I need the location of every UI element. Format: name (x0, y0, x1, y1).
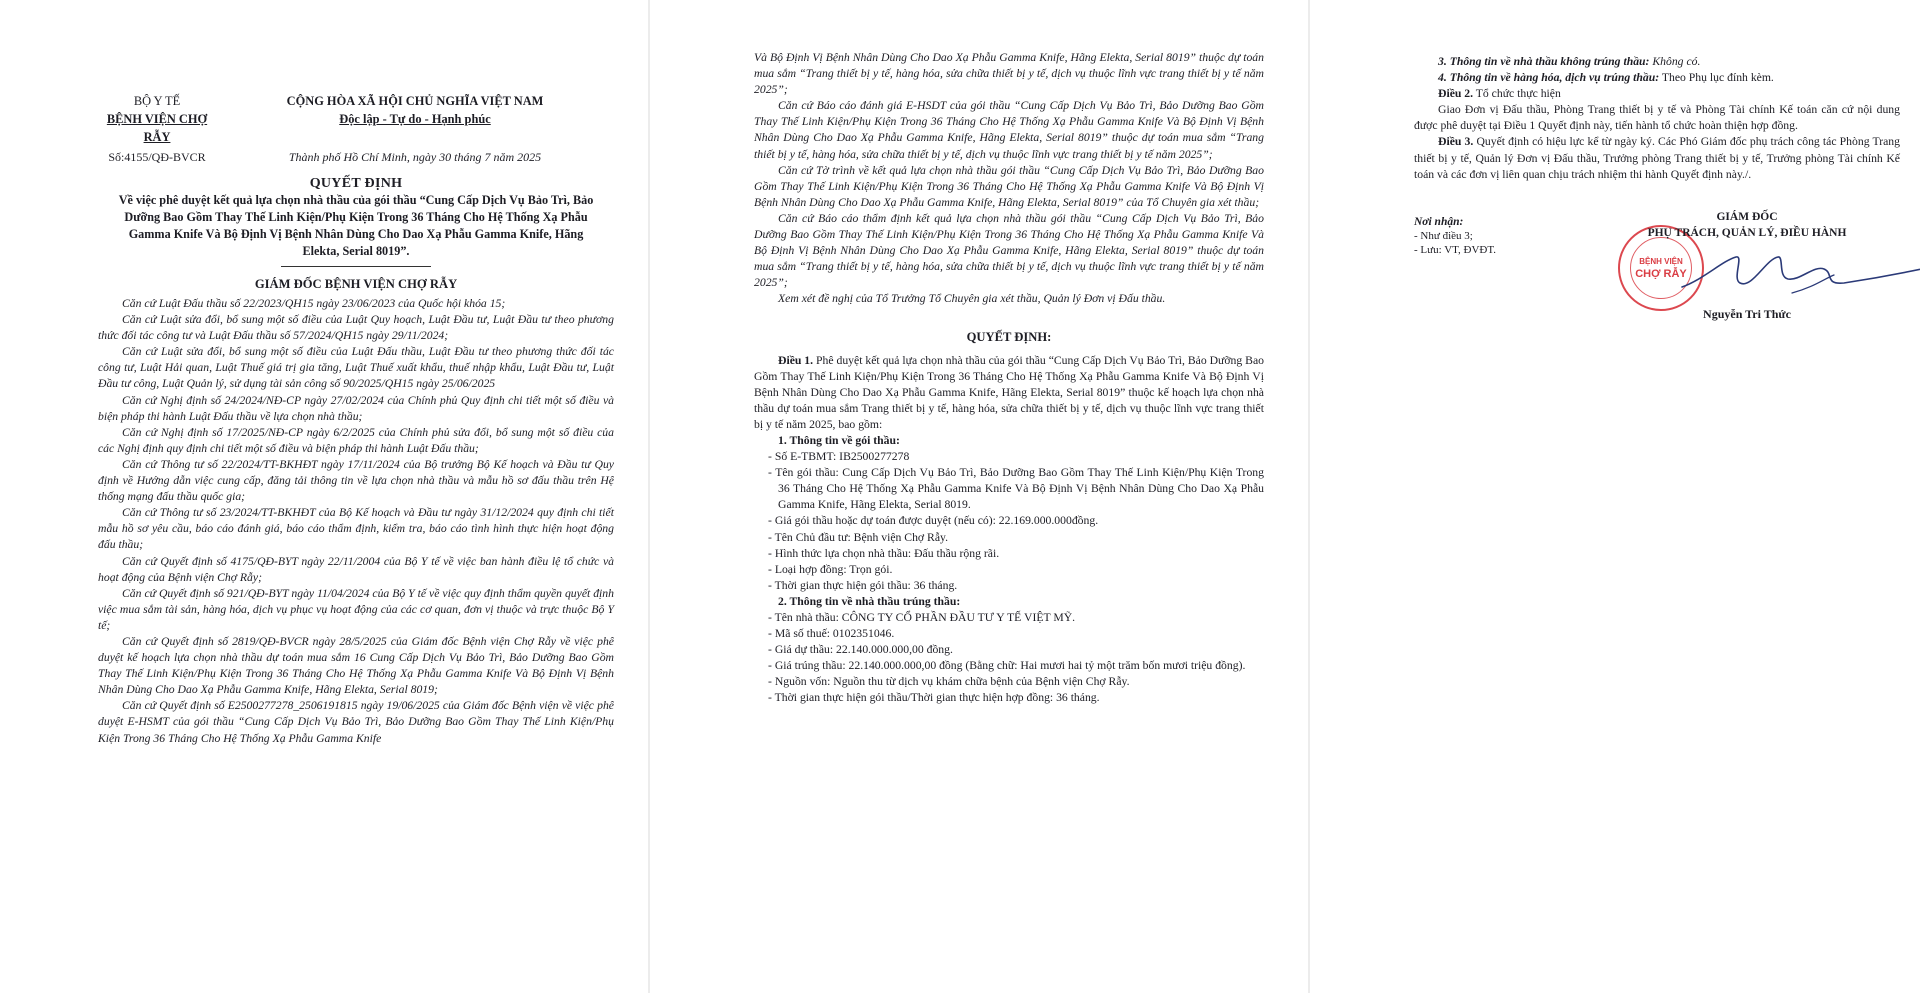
winner-info-item: - Giá trúng thầu: 22.140.000.000,00 đồng (Bằng chữ: Hai mươi hai tỷ một trăm bốn mươi triệu đồng). (754, 658, 1264, 674)
legal-basis-item: Căn cứ Quyết định số E2500277278_2506191815 ngày 19/06/2025 của Giám đốc Bệnh viện về việc phê duyệt E-HSMT của gói thầu “Cung Cấp Dịch Vụ Bảo Trì, Bảo Dưỡng Bao Gồm Thay Thế Linh Kiện/Phụ Kiện Trong 36 Tháng Cho Hệ Thống Xạ Phẫu Gamma Knife (98, 699, 614, 745)
bid-info-item: - Giá gói thầu hoặc dự toán được duyệt (nếu có): 22.169.000.000đồng. (754, 513, 1264, 529)
issuer-block (98, 92, 216, 146)
section-3-value: Không có. (1649, 55, 1701, 68)
document-header (98, 92, 614, 146)
legal-basis-item: Căn cứ Luật sửa đổi, bổ sung một số điều của Luật Đấu thầu, Luật Đầu tư theo phương thức đối tác công tư, Luật Hải quan, Luật Thuế giá trị gia tăng, Luật Thuế xuất khẩu, thuế nhập khẩu, Luật Đầu tư, Luật Đầu tư công, Luật Quản lý, sử dụng tài sản công số 90/2025/QH15 ngày 25/06/2025 (98, 345, 614, 391)
seal-text-line-1: BỆNH VIỆN (1639, 256, 1683, 266)
article-2-title: Tổ chức thực hiện (1473, 87, 1561, 101)
bid-info-item: - Thời gian thực hiện gói thầu: 36 tháng. (754, 578, 1264, 594)
legal-basis-item: Căn cứ Nghị định số 17/2025/NĐ-CP ngày 6/2/2025 của Chính phủ sửa đổi, bổ sung một số điều của các Nghị định quy định chi tiết một số điều và biện pháp thi hành Luật Đấu thầu; (98, 425, 614, 455)
winner-info-item: - Nguồn vốn: Nguồn thu từ dịch vụ khám chữa bệnh của Bệnh viện Chợ Rẫy. (754, 674, 1264, 690)
handwritten-signature (1674, 239, 1920, 309)
recipient-item: - Như điều 3; (1414, 229, 1473, 242)
signer-role: PHỤ TRÁCH, QUẢN LÝ, ĐIỀU HÀNH (1647, 226, 1847, 239)
signer-title: GIÁM ĐỐC (1716, 210, 1778, 223)
section-4-label: 4. Thông tin về hàng hóa, dịch vụ trúng thầu: (1438, 71, 1660, 85)
section-4-value: Theo Phụ lục đính kèm. (1659, 71, 1774, 85)
section-2-items (754, 610, 1264, 707)
legal-basis-item: Căn cứ Luật Đấu thầu số 22/2023/QH15 ngày 23/06/2023 của Quốc hội khóa 15; (122, 297, 506, 310)
signature-row (1414, 209, 1900, 319)
bid-info-item: - Số E-TBMT: IB2500277278 (754, 449, 1264, 465)
hospital-name: BỆNH VIỆN CHỢ RẪY (106, 112, 208, 144)
article-2-text: Giao Đơn vị Đấu thầu, Phòng Trang thiết bị y tế và Phòng Tài chính Kế toán căn cứ nội dung được phê duyệt tại Điều 1 Quyết định này, tiến hành tổ chức hoàn thiện hợp đồng. (1414, 103, 1900, 133)
article-2-label: Điều 2. (1438, 87, 1474, 101)
legal-basis-item: Căn cứ Thông tư số 22/2024/TT-BKHĐT ngày 17/11/2024 của Bộ trưởng Bộ Kế hoạch và Đầu tư Quy định về Hướng dẫn việc cung cấp, đăng tải thông tin về lựa chọn nhà thầu và mẫu hồ sơ đấu thầu trên Hệ thống mạng đấu thầu quốc gia; (98, 457, 614, 504)
signer-name: Nguyễn Tri Thức (1703, 306, 1791, 321)
legal-basis-continuation: Và Bộ Định Vị Bệnh Nhân Dùng Cho Dao Xạ Phẫu Gamma Knife, Hãng Elekta, Serial 8019” thuộc dự toán mua sắm “Trang thiết bị y tế, hàng hóa, sửa chữa thiết bị y tế, dịch vụ thuộc lĩnh vực trang thiết bị y tế năm 2025”; (754, 51, 1264, 97)
legal-basis-item: Căn cứ Quyết định số 2819/QĐ-BVCR ngày 28/5/2025 của Giám đốc Bệnh viện Chợ Rẫy về việc phê duyệt kế hoạch lựa chọn nhà thầu dự toán mua sắm 16 Cung Cấp Dịch Vụ Bảo Trì, Bảo Dưỡng Bao Gồm Thay Thế Linh Kiện/Phụ Kiện Trong 36 Tháng Cho Hệ Thống Xạ Phẫu Gamma Knife Và Bộ Định Vị Bệnh Nhân Dùng Cho Dao Xạ Phẫu Gamma Knife, Hãng Elekta, Serial 8019; (98, 634, 614, 697)
recipient-item: - Lưu: VT, ĐVĐT. (1414, 243, 1497, 256)
bid-info-item: - Loại hợp đồng: Trọn gói. (754, 562, 1264, 578)
article-1 (754, 353, 1264, 433)
decision-heading: QUYẾT ĐỊNH: (966, 329, 1052, 344)
document-page-3 (1312, 0, 1920, 993)
section-4 (1414, 70, 1900, 86)
signature-block (1594, 209, 1900, 319)
article-1-text: Phê duyệt kết quả lựa chọn nhà thầu của gói thầu “Cung Cấp Dịch Vụ Bảo Trì, Bảo Dưỡng Bao Gồm Thay Thế Linh Kiện/Phụ Kiện Trong 36 Tháng Cho Hệ Thống Xạ Phẫu Gamma Knife Và Bộ Định Vị Bệnh Nhân Dùng Cho Dao Xạ Phẫu Gamma Knife, Hãng Elekta, Serial 8019” thuộc kế hoạch lựa chọn nhà thầu dự toán mua sắm Trang thiết bị y tế, hàng hóa, sửa chữa thiết bị y tế, dịch vụ thuộc lĩnh vực trang thiết bị y tế năm 2025, bao gồm: (754, 353, 1264, 431)
bid-info-item: - Tên gói thầu: Cung Cấp Dịch Vụ Bảo Trì, Bảo Dưỡng Bao Gồm Thay Thế Linh Kiện/Phụ Kiện Trong 36 Tháng Cho Hệ Thống Xạ Phẫu Gamma Knife Và Bộ Định Vị Bệnh Nhân Dùng Cho Dao Xạ Phẫu Gamma Knife, Hãng Elekta, Serial 8019. (754, 465, 1264, 513)
article-3-label: Điều 3. (1438, 135, 1474, 149)
legal-basis-item: Xem xét đề nghị của Tổ Trưởng Tổ Chuyên gia xét thầu, Quản lý Đơn vị Đấu thầu. (778, 292, 1166, 306)
national-motto: Độc lập - Tự do - Hạnh phúc (339, 112, 491, 126)
winner-info-item: - Thời gian thực hiện gói thầu/Thời gian thực hiện hợp đồng: 36 tháng. (754, 690, 1264, 706)
legal-basis-item: Căn cứ Quyết định số 921/QĐ-BYT ngày 11/04/2024 của Bộ Y tế về việc quy định thẩm quyền quyết định việc mua sắm tài sản, hàng hóa, dịch vụ phục vụ hoạt động của các cơ quan, đơn vị thuộc và trực thuộc Bộ Y tế; (98, 586, 614, 632)
legal-basis-item: Căn cứ Báo cáo đánh giá E-HSDT của gói thầu “Cung Cấp Dịch Vụ Bảo Trì, Bảo Dưỡng Bao Gồm Thay Thế Linh Kiện/Phụ Kiện Trong 36 Tháng Cho Hệ Thống Xạ Phẫu Gamma Knife Và Bộ Định Vị Bệnh Nhân Dùng Cho Dao Xạ Phẫu Gamma Knife, Hãng Elekta, Serial 8019” thuộc dự toán mua sắm “Trang thiết bị y tế, hàng hóa, sửa chữa thiết bị y tế, dịch vụ thuộc lĩnh vực trang thiết bị y tế năm 2025”; (754, 99, 1264, 161)
document-number: Số:4155/QĐ-BVCR (108, 150, 206, 164)
document-title: QUYẾT ĐỊNH (309, 176, 403, 191)
section-3 (1414, 54, 1900, 70)
legal-basis-item: Căn cứ Quyết định số 4175/QĐ-BYT ngày 22/11/2004 của Bộ Y tế về việc ban hành điều lệ tổ chức và hoạt động của Bệnh viện Chợ Rẫy; (98, 554, 614, 584)
legal-bases-list (98, 296, 614, 747)
recipients-title: Nơi nhận: (1414, 215, 1464, 228)
article-3-text: Quyết định có hiệu lực kể từ ngày ký. Các Phó Giám đốc phụ trách công tác Phòng Trang thiết bị y tế, Quản lý Đơn vị Đấu thầu, Trưởng phòng Trang thiết bị y tế, Trưởng phòng Tài chính Kế toán và các đơn vị liên quan chịu trách nhiệm thi hành Quyết định này./. (1414, 135, 1900, 181)
legal-basis-item: Căn cứ Báo cáo thẩm định kết quả lựa chọn nhà thầu gói thầu “Cung Cấp Dịch Vụ Bảo Trì, Bảo Dưỡng Bao Gồm Thay Thế Linh Kiện/Phụ Kiện Trong 36 Tháng Cho Hệ Thống Xạ Phẫu Gamma Knife Và Bộ Định Vị Bệnh Nhân Dùng Cho Dao Xạ Phẫu Gamma Knife, Hãng Elekta, Serial 8019” thuộc dự toán mua sắm “Trang thiết bị y tế, hàng hóa, sửa chữa thiết bị y tế, dịch vụ thuộc lĩnh vực trang thiết bị y tế năm 2025”; (754, 211, 1264, 290)
legal-basis-item: Căn cứ Nghị định số 24/2024/NĐ-CP ngày 27/02/2024 của Chính phủ Quy định chi tiết một số điều và biện pháp thi hành Luật Đấu thầu về lựa chọn nhà thầu; (98, 393, 614, 423)
page-divider (1308, 0, 1310, 993)
document-subject: Về việc phê duyệt kết quả lựa chọn nhà thầu của gói thầu “Cung Cấp Dịch Vụ Bảo Trì, Bảo Dưỡng Bao Gồm Thay Thế Linh Kiện/Phụ Kiện Trong 36 Tháng Cho Hệ Thống Xạ Phẫu Gamma Knife Và Bộ Định Vị Bệnh Nhân Dùng Cho Dao Xạ Phẫu Gamma Knife, Hãng Elekta, Serial 8019”. (118, 193, 594, 258)
article-2-heading (1414, 86, 1900, 102)
winner-info-item: - Tên nhà thầu: CÔNG TY CỔ PHẦN ĐẦU TƯ Y TẾ VIỆT MỸ. (754, 610, 1264, 626)
document-page-1 (0, 0, 648, 993)
bid-info-item: - Hình thức lựa chọn nhà thầu: Đấu thầu rộng rãi. (754, 546, 1264, 562)
legal-basis-item: Căn cứ Tờ trình về kết quả lựa chọn nhà thầu gói thầu “Cung Cấp Dịch Vụ Bảo Trì, Bảo Dưỡng Bao Gồm Thay Thế Linh Kiện/Phụ Kiện Trong 36 Tháng Cho Hệ Thống Xạ Phẫu Gamma Knife Và Bộ Định Vị Bệnh Nhân Dùng Cho Dao Xạ Phẫu Gamma Knife, Hãng Elekta, Serial 8019” của Tổ Chuyên gia xét thầu; (754, 163, 1264, 209)
agency-name: BỘ Y TẾ (133, 94, 181, 108)
national-title-block (216, 92, 614, 146)
legal-bases-list-2 (754, 98, 1264, 307)
bid-info-item: - Tên Chủ đầu tư: Bệnh viện Chợ Rẫy. (754, 530, 1264, 546)
country-name: CỘNG HÒA XÃ HỘI CHỦ NGHĨA VIỆT NAM (286, 94, 544, 108)
section-2-title: 2. Thông tin về nhà thầu trúng thầu: (778, 594, 961, 608)
doc-meta-row (98, 148, 614, 166)
title-divider (281, 266, 431, 267)
section-1-title: 1. Thông tin về gói thầu: (778, 433, 900, 447)
winner-info-item: - Mã số thuế: 0102351046. (754, 626, 1264, 642)
seal-text-line-2: CHỢ RẪY (1635, 267, 1687, 280)
document-page-2 (652, 0, 1308, 993)
place-and-date: Thành phố Hồ Chí Minh, ngày 30 tháng 7 năm 2025 (288, 150, 542, 164)
section-1-items (754, 449, 1264, 594)
legal-basis-item: Căn cứ Thông tư số 23/2024/TT-BKHĐT của Bộ Kế hoạch và Đầu tư ngày 31/12/2024 quy định chi tiết mẫu hồ sơ yêu cầu, báo cáo đánh giá, báo cáo thẩm định, kiểm tra, báo cáo tình hình thực hiện hoạt động đấu thầu; (98, 506, 614, 552)
issuing-authority: GIÁM ĐỐC BỆNH VIỆN CHỢ RẪY (254, 277, 458, 291)
article-3 (1414, 134, 1900, 182)
page-divider (648, 0, 650, 993)
article-1-label: Điều 1. (778, 353, 814, 367)
winner-info-item: - Giá dự thầu: 22.140.000.000,00 đồng. (754, 642, 1264, 658)
recipients-block (1414, 209, 1594, 319)
section-3-label: 3. Thông tin về nhà thầu không trúng thầu: (1438, 55, 1650, 68)
legal-basis-item: Căn cứ Luật sửa đổi, bổ sung một số điều của Luật Quy hoạch, Luật Đầu tư, Luật Đầu tư theo phương thức đối tác công tư và Luật Đấu thầu số 57/2024/QH15 ngày 29/11/2024; (98, 313, 614, 343)
